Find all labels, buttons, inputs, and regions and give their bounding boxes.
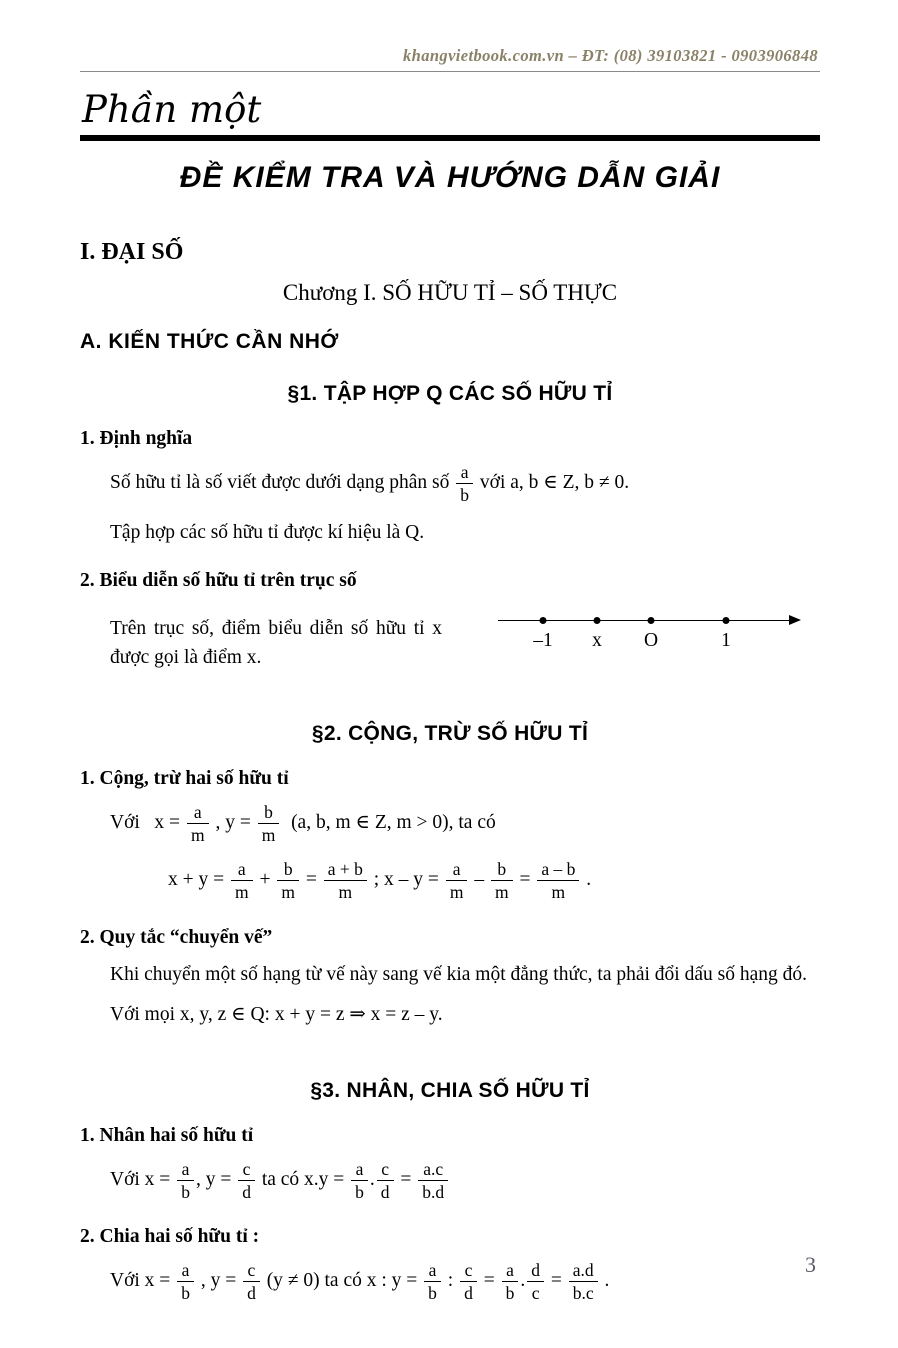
fraction-numerator: a <box>506 1260 514 1281</box>
chapter-title: Chương I. SỐ HỮU TỈ – SỐ THỰC <box>282 280 618 305</box>
fraction <box>231 859 253 902</box>
formula-text: với a, b ∈ Z, b ≠ 0. <box>475 472 630 494</box>
formula-text: , y = <box>210 812 256 834</box>
paragraph-3-title: §3. NHÂN, CHIA SỐ HỮU TỈ <box>310 1079 590 1103</box>
s1-definition-line2: Tập hợp các số hữu tỉ được kí hiệu là Q. <box>110 522 425 544</box>
page-number: 3 <box>805 1252 816 1277</box>
fraction <box>446 859 468 902</box>
number-line-label: x <box>592 629 602 651</box>
fraction <box>243 1260 260 1303</box>
fraction <box>569 1260 598 1303</box>
formula-text: : <box>442 1270 459 1292</box>
formula-text: + <box>254 869 276 891</box>
section-heading-algebra: I. ĐẠI SỐ <box>80 239 184 265</box>
fraction <box>351 1159 368 1202</box>
s1-definition-formula <box>110 460 820 507</box>
formula-text: x + y = <box>168 869 229 891</box>
fraction-numerator: c <box>247 1260 256 1281</box>
fraction <box>324 859 367 902</box>
fraction <box>377 1159 394 1202</box>
fraction <box>460 1260 477 1303</box>
fraction <box>258 802 280 845</box>
fraction-denominator: b.d <box>418 1180 448 1202</box>
formula-text: , y = <box>195 1270 242 1292</box>
fraction <box>177 1159 194 1202</box>
number-line-label: –1 <box>533 629 553 651</box>
formula-text: = <box>514 869 536 891</box>
part-block <box>80 88 820 195</box>
header-divider <box>80 71 820 72</box>
formula-text: . <box>581 869 592 891</box>
fraction-denominator: b <box>502 1281 519 1303</box>
formula-text: Với x = <box>110 812 185 834</box>
s2-rule-line2: Với mọi x, y, z ∈ Q: x + y = z ⇒ x = z – y. <box>110 1003 443 1025</box>
s3-item2-heading: 2. Chia hai số hữu tỉ : <box>80 1226 260 1248</box>
number-line-point <box>594 617 601 624</box>
fraction <box>187 802 209 845</box>
publisher-contact-line: khangvietbook.com.vn – ĐT: (08) 39103821 - 0903906848 <box>402 46 818 65</box>
s2-item1-heading: 1. Cộng, trừ hai số hữu tỉ <box>80 768 289 790</box>
formula-text: ta có x.y = <box>256 1169 350 1191</box>
fraction-denominator: m <box>231 880 253 902</box>
formula-text: , y = <box>195 1169 237 1191</box>
fraction <box>537 859 579 902</box>
paragraph-1-title: §1. TẬP HỢP Q CÁC SỐ HỮU TỈ <box>287 382 613 405</box>
fraction-numerator: a.d <box>572 1260 594 1281</box>
number-line-arrow-icon <box>789 615 801 625</box>
s2-item2-heading: 2. Quy tắc “chuyển vế” <box>80 926 273 948</box>
fraction-numerator: a – b <box>541 859 576 880</box>
fraction-numerator: a + b <box>327 859 363 880</box>
formula-text: = <box>545 1270 567 1292</box>
fraction-denominator: m <box>187 823 209 845</box>
fraction-numerator: a <box>428 1260 437 1281</box>
s2-rule-text: Khi chuyển một số hạng từ vế này sang vế kia một đẳng thức, ta phải đổi dấu số hạng đó. <box>110 963 808 985</box>
page-header <box>80 46 820 72</box>
fraction-numerator: b <box>283 859 293 880</box>
formula-text: = <box>478 1270 500 1292</box>
number-line-point <box>648 617 655 624</box>
fraction-denominator: d <box>238 1180 255 1202</box>
fraction-denominator: m <box>491 880 513 902</box>
fraction-numerator: a <box>181 1159 190 1180</box>
part-divider <box>80 135 820 141</box>
fraction-denominator: m <box>324 880 367 902</box>
fraction-numerator: a <box>181 1260 190 1281</box>
number-line-label: 1 <box>721 629 731 651</box>
fraction-denominator: d <box>460 1281 477 1303</box>
formula-text: ; x – y = <box>368 869 444 891</box>
fraction-numerator: c <box>242 1159 251 1180</box>
fraction-numerator: a <box>452 859 461 880</box>
number-line-figure <box>498 604 798 662</box>
formula-text: . <box>599 1270 610 1292</box>
fraction-denominator: b <box>177 1180 194 1202</box>
numberline-row <box>80 602 820 673</box>
fraction-numerator: d <box>531 1260 540 1281</box>
fraction-denominator: b <box>456 483 473 505</box>
fraction-denominator: b <box>351 1180 368 1202</box>
formula-text: (y ≠ 0) ta có x : y = <box>261 1270 423 1292</box>
fraction-numerator: a <box>193 802 202 823</box>
s1-item1-heading: 1. Định nghĩa <box>80 428 193 449</box>
fraction <box>502 1260 519 1303</box>
fraction <box>418 1159 448 1202</box>
fraction-numerator: a <box>355 1159 364 1180</box>
formula-text: – <box>469 869 489 891</box>
document-title: ĐỀ KIỂM TRA VÀ HƯỚNG DẪN GIẢI <box>179 161 721 194</box>
formula-text: = <box>301 869 322 891</box>
s2-formula-1 <box>110 800 820 847</box>
fraction <box>491 859 513 902</box>
fraction-numerator: a <box>237 859 246 880</box>
fraction-denominator: d <box>243 1281 260 1303</box>
fraction <box>456 462 473 505</box>
formula-text: . <box>369 1169 375 1191</box>
formula-text: = <box>395 1169 417 1191</box>
fraction <box>277 859 299 902</box>
s1-item2-text: Trên trục số, điểm biểu diễn số hữu tỉ x được gọi là điểm x. <box>110 617 442 668</box>
fraction-denominator: m <box>537 880 579 902</box>
fraction-numerator: a.c <box>423 1159 444 1180</box>
fraction-denominator: m <box>277 880 299 902</box>
fraction-denominator: c <box>527 1281 544 1303</box>
fraction-denominator: b <box>177 1281 194 1303</box>
fraction-denominator: b.c <box>569 1281 598 1303</box>
s3-multiply-formula <box>110 1157 820 1204</box>
knowledge-heading: A. KIẾN THỨC CẦN NHỚ <box>80 330 339 353</box>
fraction <box>238 1159 255 1202</box>
fraction <box>527 1260 544 1303</box>
paragraph-2-title: §2. CỘNG, TRỪ SỐ HỮU TỈ <box>311 722 589 746</box>
s3-divide-formula <box>110 1258 820 1305</box>
fraction-numerator: b <box>264 802 273 823</box>
fraction-denominator: d <box>377 1180 394 1202</box>
fraction-numerator: c <box>381 1159 390 1180</box>
s2-formula-2 <box>168 857 820 904</box>
part-title-script: Phần một <box>82 88 262 131</box>
fraction-denominator: b <box>424 1281 441 1303</box>
formula-text: . <box>520 1270 526 1292</box>
s1-item2-heading: 2. Biểu diễn số hữu tỉ trên trục số <box>80 569 357 591</box>
fraction-denominator: m <box>446 880 468 902</box>
fraction <box>177 1260 194 1303</box>
number-line-point <box>723 617 730 624</box>
number-line-point <box>540 617 547 624</box>
fraction-numerator: c <box>464 1260 473 1281</box>
formula-text: Với x = <box>110 1270 176 1292</box>
fraction-numerator: b <box>497 859 507 880</box>
fraction-numerator: a <box>460 462 469 482</box>
number-line-label: O <box>643 629 659 651</box>
fraction <box>424 1260 441 1303</box>
formula-text: (a, b, m ∈ Z, m > 0), ta có <box>281 812 496 834</box>
s3-item1-heading: 1. Nhân hai số hữu tỉ <box>80 1125 254 1147</box>
formula-text: Số hữu tỉ là số viết được dưới dạng phân số <box>110 472 455 494</box>
formula-text: Với x = <box>110 1169 176 1191</box>
fraction-denominator: m <box>258 823 280 845</box>
